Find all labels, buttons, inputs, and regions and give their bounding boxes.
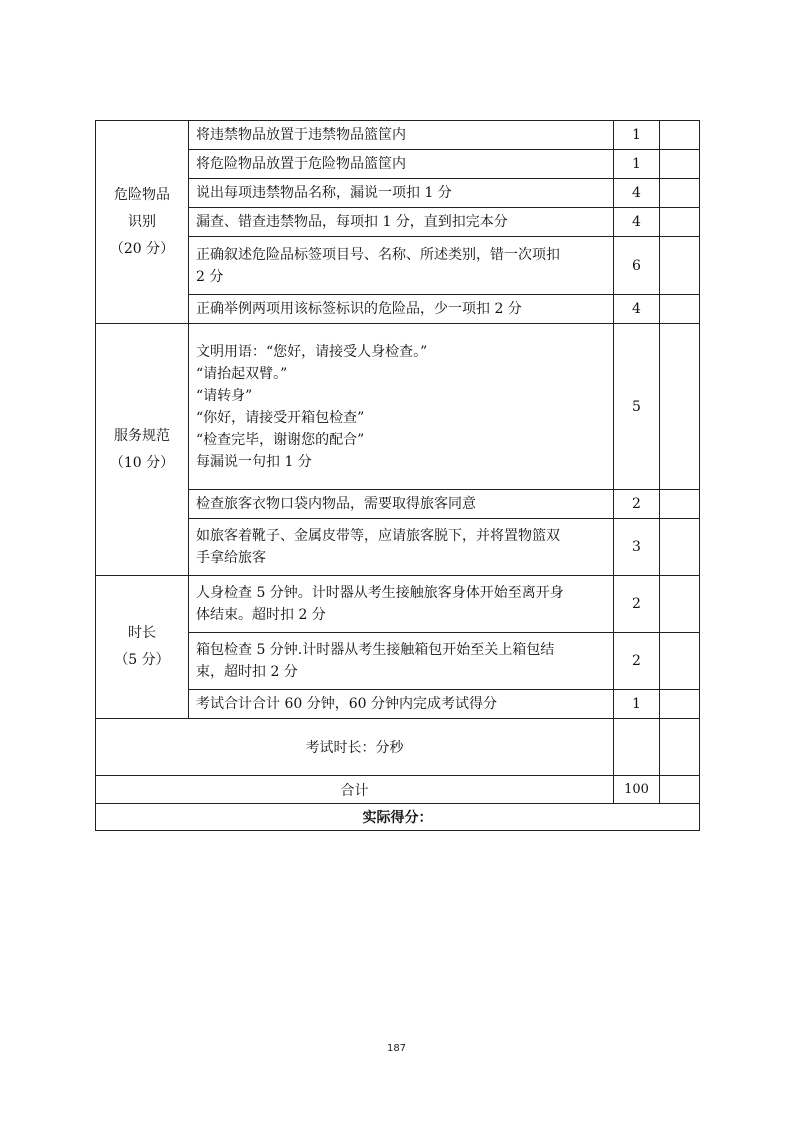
criterion-score: 3 (614, 519, 660, 576)
actual-score-cell (660, 324, 700, 490)
category-cell (96, 576, 189, 719)
category-label-line: 时长 (128, 625, 156, 641)
actual-score-cell (660, 633, 700, 690)
criterion-text-line: 考试合计合计 60 分钟，60 分钟内完成考试得分 (196, 696, 497, 712)
criterion-score: 4 (614, 295, 660, 324)
criterion-text-line: 体结束。超时扣 2 分 (196, 607, 326, 623)
actual-score-cell (660, 576, 700, 633)
scoring-table-body (96, 121, 700, 719)
actual-score-cell (660, 519, 700, 576)
criterion-text (189, 690, 614, 719)
category-label-line: 危险物品 (114, 186, 170, 203)
page-number: 187 (386, 1043, 407, 1054)
actual-score-label: 实际得分： (96, 804, 700, 831)
exam-duration-row (96, 719, 700, 776)
criterion-text (189, 324, 614, 490)
criterion-text-line: 正确叙述危险品标签项目号、名称、所述类别，错一次项扣 (196, 246, 560, 263)
criterion-text-line: “请转身” (196, 387, 253, 404)
criterion-text-line: 说出每项违禁物品名称，漏说一项扣 1 分 (196, 185, 452, 201)
criterion-text (189, 237, 614, 295)
criterion-score: 6 (614, 237, 660, 295)
total-actual-cell (660, 776, 700, 804)
criterion-text (189, 519, 614, 576)
criterion-score: 2 (614, 633, 660, 690)
exam-duration-label: 考试时长：分秒 (96, 719, 614, 776)
criterion-text (189, 295, 614, 324)
actual-score-cell (660, 295, 700, 324)
criterion-text (189, 633, 614, 690)
criterion-text (189, 576, 614, 633)
criterion-text (189, 179, 614, 208)
total-score: 100 (614, 776, 660, 804)
category-cell (96, 324, 189, 576)
criterion-text-line: “你好，请接受开箱包检查” (196, 409, 365, 426)
criterion-text (189, 490, 614, 519)
item-row (96, 576, 700, 633)
criterion-text-line: 2 分 (196, 268, 224, 285)
criterion-text-line: 检查旅客衣物口袋内物品，需要取得旅客同意 (196, 496, 476, 512)
criterion-score: 1 (614, 690, 660, 719)
criterion-text-line: “检查完毕，谢谢您的配合” (196, 431, 365, 448)
exam-duration-actual-cell (660, 719, 700, 776)
criterion-text-line: “请抬起双臂。” (196, 365, 288, 382)
category-label-line: （10 分） (109, 454, 175, 471)
actual-score-cell (660, 208, 700, 237)
total-row (96, 776, 700, 804)
actual-score-cell (660, 690, 700, 719)
category-cell (96, 121, 189, 324)
criterion-text-line: 每漏说一句扣 1 分 (196, 453, 312, 470)
criterion-text-line: 将违禁物品放置于违禁物品篮筐内 (196, 127, 406, 143)
criterion-text (189, 208, 614, 237)
actual-score-row (96, 804, 700, 831)
criterion-score: 2 (614, 490, 660, 519)
item-row (96, 121, 700, 150)
item-row (96, 324, 700, 490)
category-label-line: 服务规范 (114, 427, 170, 444)
category-label-line: （20 分） (109, 240, 175, 257)
exam-duration-score-cell (614, 719, 660, 776)
criterion-score: 4 (614, 179, 660, 208)
criterion-text-line: 漏查、错查违禁物品，每项扣 1 分，直到扣完本分 (196, 214, 508, 230)
criterion-score: 1 (614, 121, 660, 150)
criterion-text (189, 150, 614, 179)
actual-score-cell (660, 150, 700, 179)
criterion-text-line: 箱包检查 5 分钟.计时器从考生接触箱包开始至关上箱包结 (196, 642, 555, 658)
criterion-score: 1 (614, 150, 660, 179)
criterion-score: 2 (614, 576, 660, 633)
criterion-text-line: 文明用语：“您好，请接受人身检查。” (196, 343, 428, 360)
scoring-table-footer (96, 719, 700, 831)
actual-score-cell (660, 237, 700, 295)
criterion-text-line: 手拿给旅客 (196, 550, 266, 566)
scoring-table (95, 120, 700, 831)
criterion-text-line: 如旅客着靴子、金属皮带等，应请旅客脱下，并将置物篮双 (196, 528, 560, 544)
criterion-score: 4 (614, 208, 660, 237)
criterion-text-line: 正确举例两项用该标签标识的危险品，少一项扣 2 分 (196, 301, 522, 317)
criterion-text (189, 121, 614, 150)
criterion-score: 5 (614, 324, 660, 490)
category-label-line: （5 分） (114, 652, 170, 668)
category-label-line: 识别 (128, 213, 156, 230)
total-label: 合计 (96, 776, 614, 804)
actual-score-cell (660, 179, 700, 208)
actual-score-cell (660, 490, 700, 519)
criterion-text-line: 束，超时扣 2 分 (196, 664, 298, 680)
actual-score-cell (660, 121, 700, 150)
criterion-text-line: 人身检查 5 分钟。计时器从考生接触旅客身体开始至离开身 (196, 585, 564, 601)
criterion-text-line: 将危险物品放置于危险物品篮筐内 (196, 156, 406, 172)
